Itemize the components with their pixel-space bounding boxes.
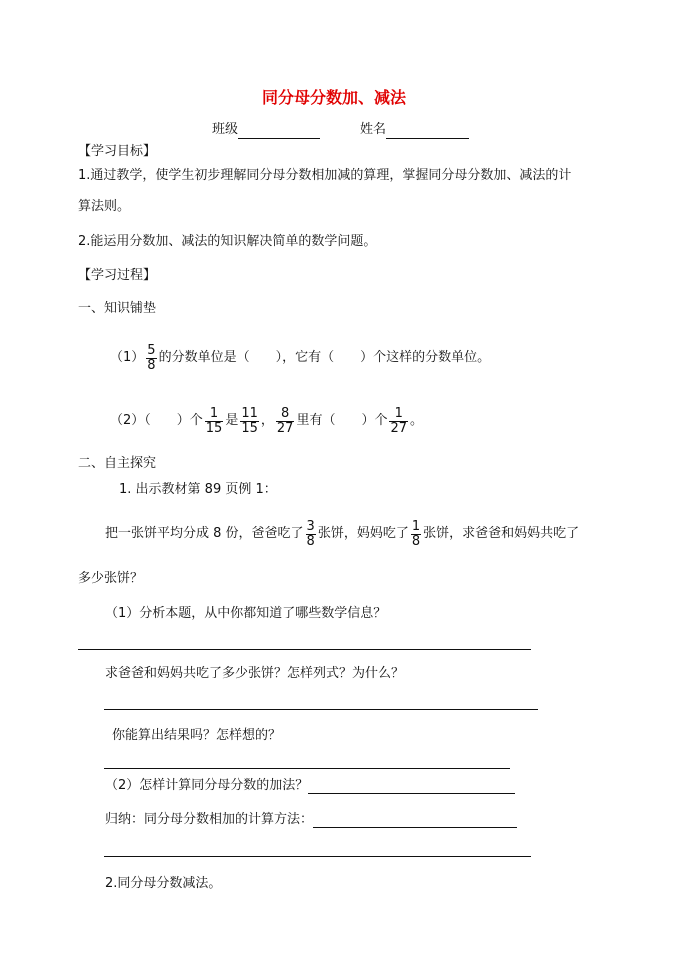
answer-line-3[interactable] [104, 768, 510, 769]
summary [105, 811, 517, 829]
frac-den: 8 [147, 357, 156, 373]
fraction-1-15 [205, 407, 224, 436]
frac-den: 8 [306, 533, 315, 549]
fraction-5-8 [146, 344, 156, 373]
question-3-text: 你能算出结果吗？怎样想的？ [112, 728, 282, 743]
section-2-heading: 二、自主探究 [78, 456, 157, 471]
frac-num: 11 [241, 405, 258, 421]
fraction-3-8 [306, 520, 316, 549]
page-title: 同分母分数加、减法 [262, 88, 407, 107]
fraction-1-27 [389, 407, 408, 436]
goals-heading: 【学习目标】 [78, 144, 157, 159]
q2-mid-2: 里有（ ）个 [296, 413, 388, 428]
q2-prefix: （2）（ ）个 [110, 413, 203, 428]
frac-den: 27 [276, 420, 294, 436]
answer-line-2[interactable] [104, 709, 538, 710]
question-4 [105, 777, 515, 795]
answer-line-5[interactable] [104, 856, 531, 857]
q2-comma: ， [260, 413, 274, 428]
goal-item-2: 2.能运用分数加、减法的知识解决简单的数学问题。 [78, 234, 377, 249]
frac-num: 1 [394, 405, 403, 421]
question-1 [110, 340, 490, 376]
problem-part-3: 张饼，求爸爸和妈妈共吃了 [423, 526, 580, 541]
fraction-1-8 [411, 520, 421, 549]
problem-line-2: 多少张饼？ [78, 571, 144, 586]
frac-num: 5 [147, 342, 156, 358]
answer-blank-4[interactable] [308, 779, 515, 794]
problem-part-2: 张饼，妈妈吃了 [317, 526, 409, 541]
q2-end: 。 [410, 413, 424, 428]
answer-line-1[interactable] [78, 649, 531, 650]
fraction-11-15 [240, 407, 259, 436]
example-label: 1. 出示教材第 89 页例 1： [119, 482, 277, 497]
frac-den: 8 [411, 533, 421, 549]
question-4-text: （2）怎样计算同分母分数的加法？ [105, 778, 309, 793]
frac-den: 15 [241, 420, 258, 436]
frac-num: 8 [281, 405, 290, 421]
question-2-text: 求爸爸和妈妈共吃了多少张饼？怎样列式？为什么？ [105, 666, 405, 681]
frac-den: 27 [390, 420, 408, 436]
class-label: 班级 [212, 122, 239, 137]
subtraction-heading: 2.同分母分数减法。 [105, 876, 222, 891]
name-blank[interactable] [386, 124, 469, 139]
process-heading: 【学习过程】 [78, 268, 157, 283]
q1-text: 的分数单位是（ ），它有（ ）个这样的分数单位。 [158, 350, 491, 365]
problem-part-1: 把一张饼平均分成 8 份，爸爸吃了 [105, 526, 304, 541]
question-2 [110, 402, 423, 440]
class-blank[interactable] [238, 124, 320, 139]
class-field [212, 121, 320, 139]
fraction-8-27 [276, 407, 295, 436]
goal-item-1-line-1: 1.通过教学，使学生初步理解同分母分数相加减的算理，掌握同分母分数加、减法的计 [78, 168, 572, 183]
frac-num: 1 [209, 405, 219, 421]
problem-line-1 [105, 515, 579, 553]
goal-item-1-line-2: 算法则。 [78, 199, 131, 214]
summary-text: 归纳：同分母分数相加的计算方法： [105, 812, 314, 827]
frac-num: 1 [411, 518, 421, 534]
summary-blank[interactable] [313, 813, 517, 828]
analysis-question: （1）分析本题，从中你都知道了哪些数学信息？ [105, 606, 387, 621]
frac-den: 15 [205, 420, 223, 436]
q2-mid-1: 是 [225, 413, 239, 428]
section-1-heading: 一、知识铺垫 [78, 301, 157, 316]
q1-prefix: （1） [110, 350, 145, 365]
name-field [360, 121, 469, 139]
name-label: 姓名 [360, 122, 387, 137]
frac-num: 3 [306, 518, 315, 534]
